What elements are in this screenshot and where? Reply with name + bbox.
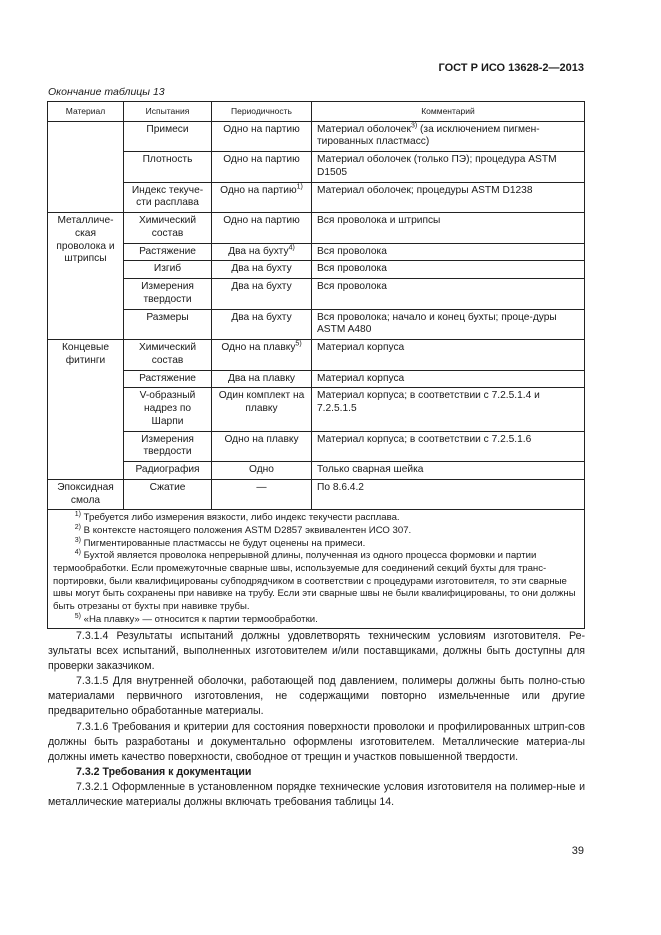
comment-text: Материал корпуса <box>317 372 405 384</box>
table-notes-row <box>48 510 585 629</box>
col-header-comment: Комментарий <box>312 102 585 122</box>
footnote-mark: 3) <box>74 536 81 544</box>
cell-periodicity <box>212 121 312 152</box>
cell-periodicity <box>212 279 312 310</box>
table-row <box>48 309 585 340</box>
col-header-material: Материал <box>48 102 124 122</box>
footnote-mark: 1) <box>74 511 81 519</box>
comment-text: Вся проволока; начало и конец бухты; проце-дуры ASTM A480 <box>317 311 557 336</box>
footnote-ref: 3) <box>410 122 418 130</box>
periodicity-text: Одно на партию <box>220 184 297 196</box>
cell-periodicity <box>212 182 312 213</box>
periodicity-text: Два на бухту <box>228 245 289 257</box>
section-heading: 7.3.2 Требования к документации <box>76 765 252 778</box>
comment-text: Материал оболочек <box>317 123 411 135</box>
cell-comment <box>312 370 585 388</box>
cell-test: Химический состав <box>124 213 212 244</box>
comment-text: Вся проволока <box>317 263 387 275</box>
comment-text: Вся проволока <box>317 281 387 293</box>
periodicity-text: Одно на партию <box>223 154 300 166</box>
paragraph: 7.3.1.6 Требования и критерии для состояния поверхности проволоки и профилированных штрип-сов должны быть разработаны и документально оформлены изготовителем. Металлические материа-лы должны иметь качество поверхности, свободное от трещин и участков повышенной твердости. <box>48 720 585 763</box>
body-text <box>48 629 585 810</box>
cell-material <box>48 121 124 213</box>
cell-periodicity <box>212 261 312 279</box>
footnote <box>53 614 579 627</box>
cell-material: Металличе-ская проволока и штрипсы <box>48 213 124 340</box>
table-row <box>48 213 585 244</box>
cell-periodicity <box>212 370 312 388</box>
cell-periodicity <box>212 309 312 340</box>
paragraph: 7.3.1.4 Результаты испытаний должны удовлетворять техническим условиям изготовителя. Ре-зультаты всех испытаний, выполненных изготовителем и/или поставщиками, должны быть доступны для проверки заказчиком. <box>48 630 585 673</box>
cell-periodicity <box>212 340 312 371</box>
cell-test: Растяжение <box>124 370 212 388</box>
periodicity-text: Один комплект на плавку <box>218 390 305 415</box>
cell-test: Размеры <box>124 309 212 340</box>
table-row <box>48 431 585 462</box>
footnote-ref: 5) <box>295 340 302 348</box>
footnote <box>53 550 579 613</box>
table-header-row <box>48 102 585 122</box>
cell-comment <box>312 279 585 310</box>
table-row <box>48 121 585 152</box>
table-row <box>48 279 585 310</box>
cell-comment <box>312 182 585 213</box>
footnote <box>53 525 579 538</box>
cell-periodicity <box>212 152 312 183</box>
cell-periodicity <box>212 388 312 431</box>
table-footnotes <box>48 510 585 629</box>
materials-testing-table <box>47 101 585 629</box>
cell-material: Концевые фитинги <box>48 340 124 480</box>
comment-text: Только сварная шейка <box>317 464 424 476</box>
cell-periodicity <box>212 213 312 244</box>
footnote-text: Требуется либо измерения вязкости, либо индекс текучести расплава. <box>81 512 400 524</box>
footnote <box>53 512 579 525</box>
cell-periodicity <box>212 243 312 261</box>
footnote-mark: 5) <box>74 612 81 620</box>
col-header-periodicity: Периодичность <box>212 102 312 122</box>
col-header-tests: Испытания <box>124 102 212 122</box>
cell-test: Измерения твердости <box>124 431 212 462</box>
comment-text: Вся проволока <box>317 245 387 257</box>
periodicity-text: Одно на плавку <box>221 342 296 354</box>
footnote-text: Пигментированные пластмассы не будут оценены на примеси. <box>81 537 366 549</box>
cell-comment <box>312 388 585 431</box>
comment-text: Материал корпуса; в соответствии с 7.2.5.1.6 <box>317 433 532 445</box>
periodicity-text: Два на бухту <box>231 311 292 323</box>
cell-periodicity <box>212 462 312 480</box>
cell-test: Химический состав <box>124 340 212 371</box>
cell-test: Радиография <box>124 462 212 480</box>
footnote-ref: 4) <box>288 244 295 252</box>
cell-comment <box>312 479 585 510</box>
footnote-text: В контексте настоящего положения ASTM D2857 эквивалентен ИСО 307. <box>81 525 412 537</box>
page-number: 39 <box>571 845 584 857</box>
comment-text-continued: (за исключением пигмен-тированных пластмасс) <box>317 123 540 148</box>
comment-text: Вся проволока и штрипсы <box>317 215 441 227</box>
comment-text: Материал оболочек (только ПЭ); процедура ASTM D1505 <box>317 154 557 178</box>
cell-test: Индекс текуче-сти расплава <box>124 182 212 213</box>
periodicity-text: Одно <box>249 464 274 476</box>
cell-comment <box>312 431 585 462</box>
table-row <box>48 479 585 510</box>
footnote-mark: 2) <box>74 523 81 531</box>
cell-comment <box>312 340 585 371</box>
paragraph: 7.3.2.1 Оформленные в установленном порядке технические условия изготовителя на полимер-ные и металлические материалы должны включать требования таблицы 14. <box>48 780 585 809</box>
periodicity-text: Одно на партию <box>223 123 300 135</box>
periodicity-text: Одно на партию <box>223 215 300 227</box>
comment-text: Материал корпуса <box>317 342 405 354</box>
comment-text: Материал корпуса; в соответствии с 7.2.5.1.4 и 7.2.5.1.5 <box>317 390 540 415</box>
cell-test: Плотность <box>124 152 212 183</box>
footnote-text: «На плавку» — относится к партии термообработки. <box>81 613 318 625</box>
periodicity-text: Два на плавку <box>227 372 296 384</box>
cell-test: Примеси <box>124 121 212 152</box>
table-body <box>48 121 585 629</box>
cell-periodicity <box>212 431 312 462</box>
cell-periodicity <box>212 479 312 510</box>
cell-comment <box>312 462 585 480</box>
cell-comment <box>312 213 585 244</box>
comment-text: По 8.6.4.2 <box>317 481 364 493</box>
footnote <box>53 538 579 551</box>
table-row <box>48 340 585 371</box>
table-row <box>48 152 585 183</box>
cell-test: Сжатие <box>124 479 212 510</box>
cell-comment <box>312 309 585 340</box>
cell-test: V-образный надрез по Шарпи <box>124 388 212 431</box>
cell-test: Изгиб <box>124 261 212 279</box>
periodicity-text: Два на бухту <box>231 263 292 275</box>
table-row <box>48 388 585 431</box>
cell-comment <box>312 121 585 152</box>
table-row <box>48 243 585 261</box>
footnote-text: Бухтой является проволока непрерывной длины, полученная из одного процесса формовки и партии термообработки. Если промежуточные сварные швы, используемые для соединений секций бухты для транс-портировки, были квалифицированы субподрядчиком в соответствии с процедурами изготовителя, то эти сварные швы могут быть сохранены при навивке на трубу. Если эти сварные швы не были квалифицированы, то они должны быть отрезаны от бухты при навивке трубы. <box>53 550 576 612</box>
cell-comment <box>312 243 585 261</box>
table-row <box>48 370 585 388</box>
table-row <box>48 261 585 279</box>
cell-comment <box>312 152 585 183</box>
cell-comment <box>312 261 585 279</box>
paragraph: 7.3.1.5 Для внутренней оболочки, работающей под давлением, полимеры должны быть полно-стью материалами первичного изготовления, не содержащими повторно измельченные или другие предварительно обработанные материалы. <box>48 675 585 718</box>
table-row <box>48 182 585 213</box>
footnote-mark: 4) <box>74 549 81 557</box>
standard-designation: ГОСТ Р ИСО 13628-2—2013 <box>438 62 584 74</box>
periodicity-text: Одно на плавку <box>224 433 299 445</box>
footnote-ref: 1) <box>296 183 303 191</box>
cell-test: Растяжение <box>124 243 212 261</box>
table-row <box>48 462 585 480</box>
cell-test: Измерения твердости <box>124 279 212 310</box>
periodicity-text: — <box>256 481 267 493</box>
periodicity-text: Два на бухту <box>231 281 292 293</box>
table-caption: Окончание таблицы 13 <box>48 86 165 98</box>
comment-text: Материал оболочек; процедуры ASTM D1238 <box>317 184 533 196</box>
cell-material: Эпоксидная смола <box>48 479 124 510</box>
